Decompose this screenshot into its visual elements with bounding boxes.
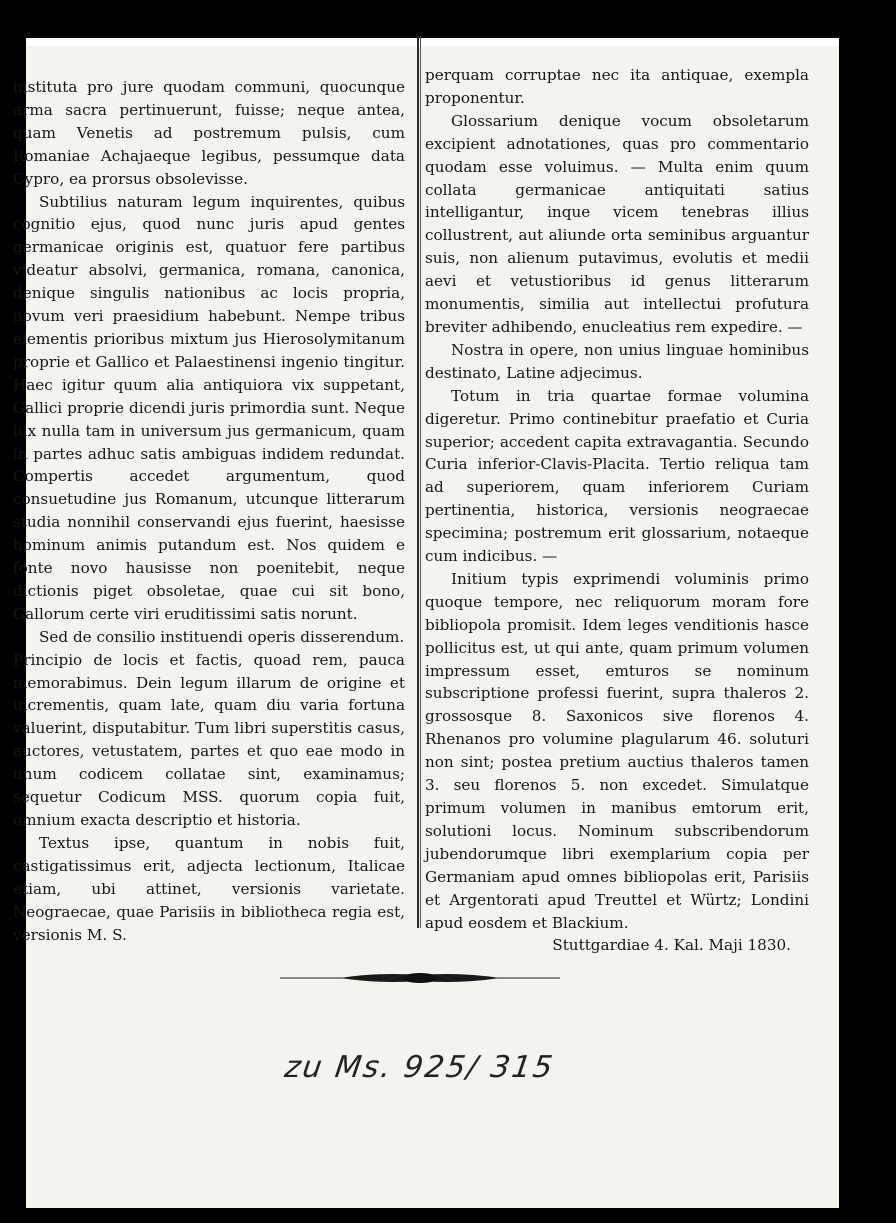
handwritten-shelfmark-note: zu Ms. 925/ 315 <box>282 1050 557 1085</box>
right-paragraph-5: Initium typis exprimendi voluminis primo quoque tempore, nec reliquorum moram fore bibliopola promisit. Idem leges venditionis hasce pollicitus est, ut qui ante, quam primum volumen impressum esset, emturos se nominum subscriptione professi fuerint, supra thaleros 2. grossosque 8. Saxonicos sive florenos 4. Rhenanos pro volumine plagularum 46. soluturi non sint; postea pretium auctius thaleros tamen 3. seu florenos 5. non excedet. Simulatque primum volumen in manibus emtorum erit, solutioni locus. Nominum subscribendorum jubendorumque libri exemplarium copia per Germaniam apud omnes bibliopolas erit, Parisiis et Argentorati apud Treuttel et Würtz; Londini apud eosdem et Blackium. <box>425 569 809 932</box>
left-paragraph-3: Sed de consilio instituendi operis disserendum. <box>39 627 405 646</box>
left-paragraph-2: Subtilius naturam legum inquirentes, quibus cognitio ejus, quod nunc juris apud gentes germanicae originis est, quatuor fere partibus videatur absolvi, germanica, romana, canonica, denique singulis nationibus ac locis propria, novum veri praesidium habebunt. Nempe tribus elementis prioribus mixtum jus Hierosolymitanum proprie et Gallico et Palaestinensi ingenio tingitur. Haec igitur quum alia antiquiora vix suppetant, Gallici proprie dicendi juris primordia sunt. Neque lux nulla tam in universum jus germanicum, quam in partes adhuc satis ambiguas indidem redundat. Compertis accedet argumentum, quod consuetudine jus Romanum, utcunque litterarum studia nonnihil conservandi ejus fuerint, haesisse hominum animis putandum est. Nos quidem e fonte novo hausisse non poenitebit, neque dictionis piget obsoletae, quae cui sit bono, Gallorum certe viri eruditissimi satis norunt. <box>13 192 405 623</box>
left-paragraph-5: Textus ipse, quantum in nobis fuit, castigatissimus erit, adjecta lectionum, Italicae etiam, ubi attinet, versionis varietate. Neograecae, quae Parisiis in bibliotheca regia est, versionis M. S. <box>13 833 405 944</box>
ornamental-rule <box>280 970 560 986</box>
left-paragraph-1: instituta pro jure quodam communi, quocunque arma sacra pertinuerunt, fuisse; neque antea, quam Venetis ad postremum pulsis, cum Romaniae Achajaeque legibus, pessumque data Cypro, ea prorsus obsolevisse. <box>13 78 405 188</box>
column-divider-inner <box>420 36 421 928</box>
right-paragraph-4: Totum in tria quartae formae volumina digeretur. Primo continebitur praefatio et Curia superior; accedent capita extravagantia. Secundo Curia inferior-Clavis-Placita. Tertio reliqua tam ad superiorem, quam inferiorem Curiam pertinentia, historica, versionis neograecae specimina; postremum erit glossarium, notaeque cum indicibus. — <box>425 386 809 566</box>
left-column <box>13 76 405 946</box>
right-column <box>425 64 809 957</box>
left-paragraph-4: Principio de locis et factis, quoad rem, pauca memorabimus. Dein legum illarum de origine et incrementis, quam late, quam diu varia fortuna valuerint, disputabitur. Tum libri superstitis casus, auctores, vetustatem, partes et quo eae modo in unum codicem collatae sint, examinamus; sequetur Codicum MSS. quorum copia fuit, omnium exacta descriptio et historia. <box>13 650 405 829</box>
column-divider <box>417 36 419 928</box>
right-paragraph-3: Nostra in opere, non unius linguae hominibus destinato, Latine adjecimus. <box>425 340 809 382</box>
right-paragraph-1: perquam corruptae nec ita antiquae, exempla proponentur. <box>425 66 809 107</box>
place-date-signature: Stuttgardiae 4. Kal. Maji 1830. <box>552 936 791 955</box>
page-top-edge <box>26 38 839 46</box>
right-paragraph-2: Glossarium denique vocum obsoletarum excipient adnotationes, quas pro commentario quodam esse voluimus. — Multa enim quum collata germanicae antiquitati satius intelligantur, inque vicem tenebras illius collustrent, aut aliunde orta seminibus arguantur suis, non alienum putavimus, evolutis et medii aevi et vetustioribus id genus litterarum monumentis, similia aut intellectui profutura breviter adhibendo, enucleatius rem expedire. — <box>425 111 809 336</box>
